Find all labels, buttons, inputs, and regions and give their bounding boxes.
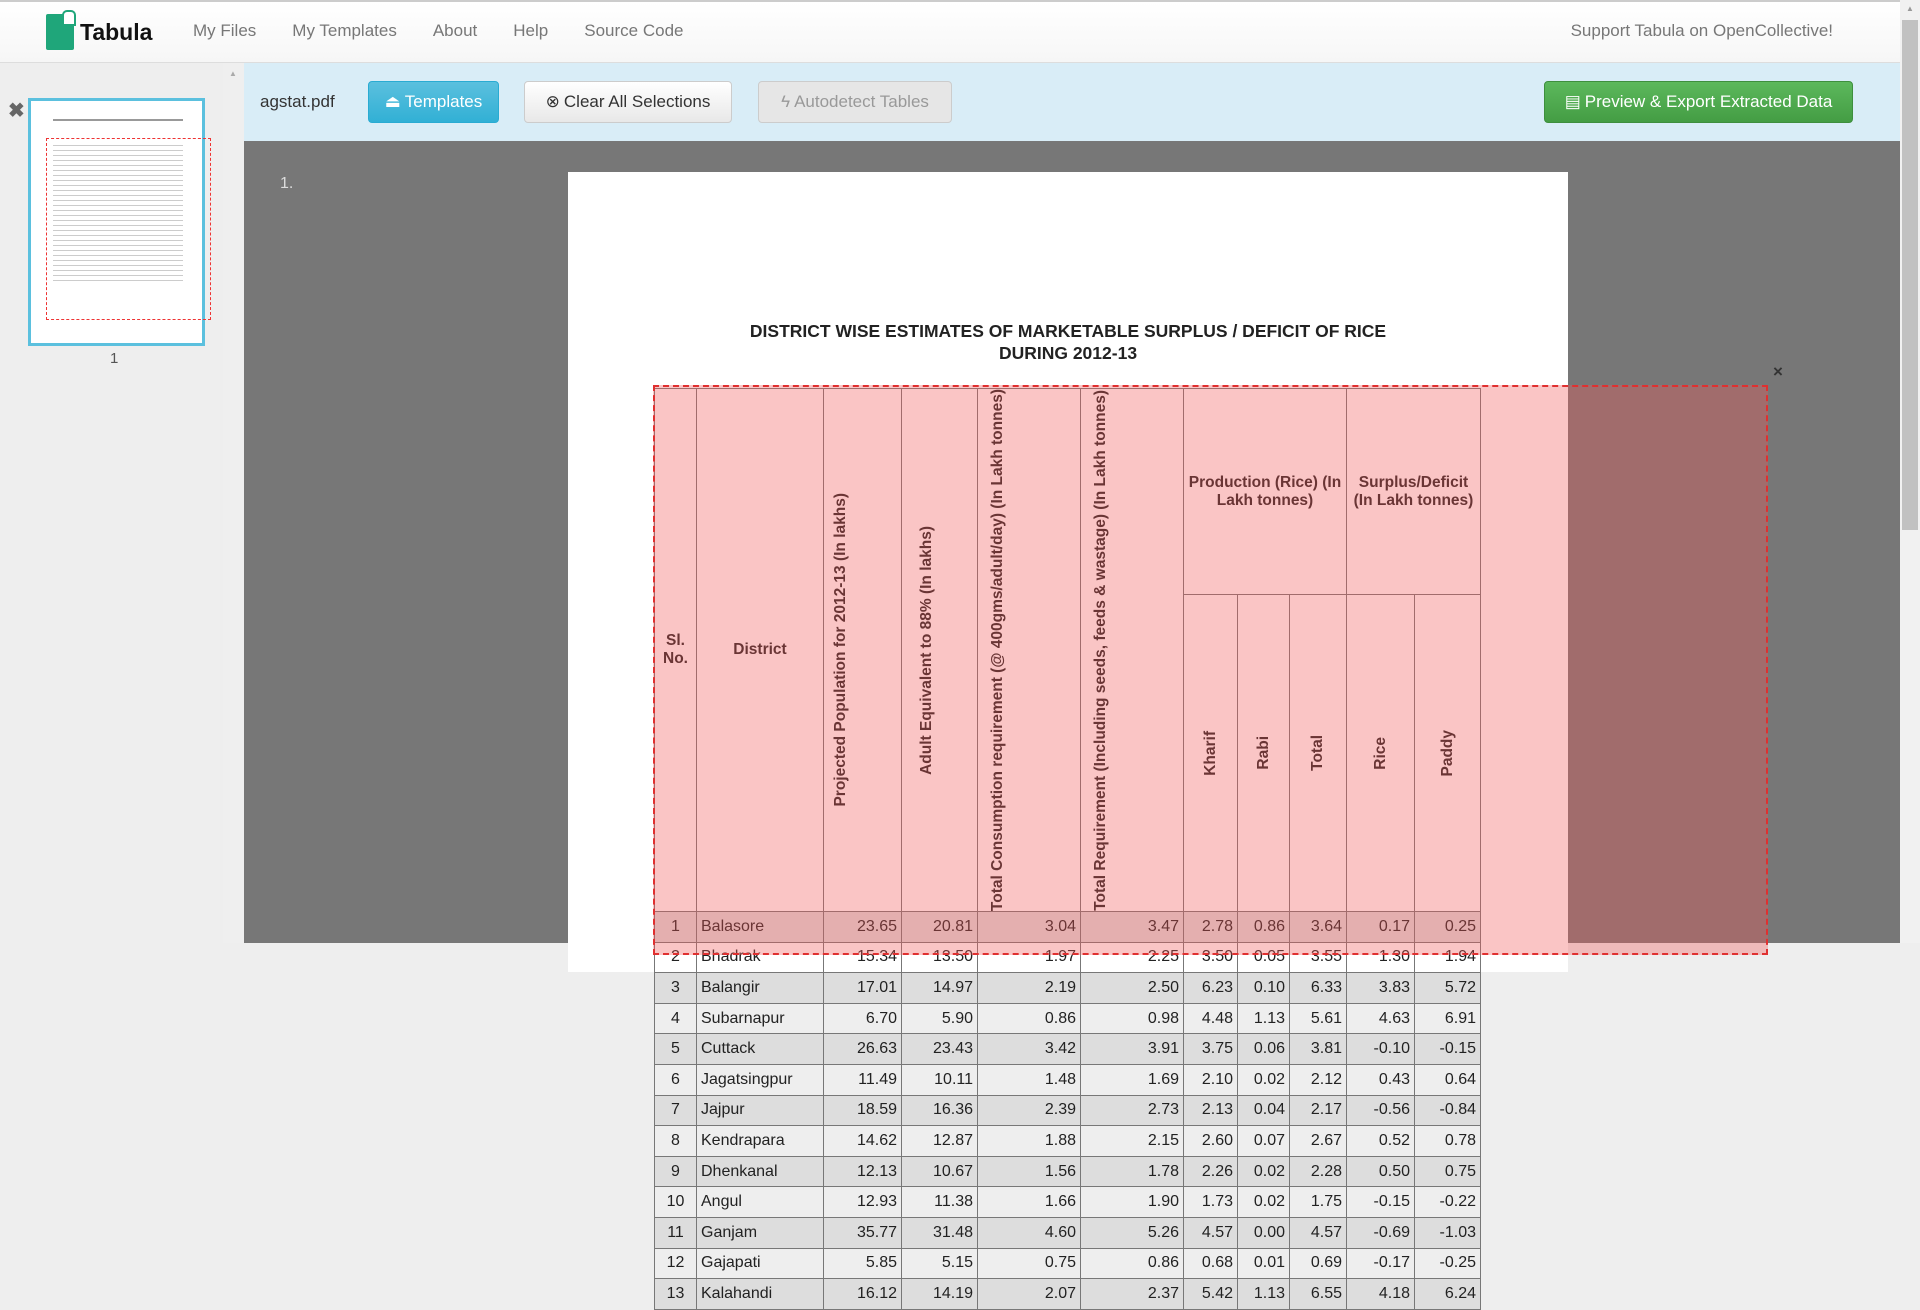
table-cell: Jagatsingpur (697, 1065, 824, 1096)
table-cell: 8 (655, 1126, 697, 1157)
autodetect-tables-button[interactable] (758, 81, 952, 123)
header-population: Projected Population for 2012-13 (In lakhs) (824, 389, 902, 912)
table-cell: 35.77 (824, 1218, 902, 1249)
header-rabi: Rabi (1238, 595, 1290, 912)
table-row (655, 1095, 1481, 1126)
document-title (568, 320, 1568, 364)
table-cell: -0.69 (1347, 1218, 1415, 1249)
table-cell: 2.12 (1290, 1065, 1347, 1096)
templates-button[interactable] (368, 81, 499, 123)
header-requirement: Total Requirement (Including seeds, feeds & wastage) (In Lakh tonnes) (1081, 389, 1184, 912)
brand[interactable] (46, 14, 152, 50)
table-cell: 1.75 (1290, 1187, 1347, 1218)
table-cell: 5.85 (824, 1248, 902, 1279)
table-cell: Ganjam (697, 1218, 824, 1249)
table-cell: 2.25 (1081, 942, 1184, 973)
table-cell: 10 (655, 1187, 697, 1218)
table-cell: 0.52 (1347, 1126, 1415, 1157)
table-cell: 0.10 (1238, 973, 1290, 1004)
table-cell: 0.86 (1081, 1248, 1184, 1279)
header-production: Production (Rice) (In Lakh tonnes) (1184, 389, 1347, 595)
table-cell: 0.50 (1347, 1156, 1415, 1187)
table-cell: 6.55 (1290, 1279, 1347, 1310)
table-row (655, 1034, 1481, 1065)
table-cell: 0.64 (1415, 1065, 1481, 1096)
table-cell: 0.05 (1238, 942, 1290, 973)
table-cell: 11 (655, 1218, 697, 1249)
autodetect-label: Autodetect Tables (794, 92, 929, 111)
table-cell: 0.43 (1347, 1065, 1415, 1096)
table-cell: 6.24 (1415, 1279, 1481, 1310)
table-cell: 5.90 (902, 1003, 978, 1034)
filename: agstat.pdf (260, 92, 335, 111)
table-cell: 12.13 (824, 1156, 902, 1187)
lightning-icon: ϟ (781, 92, 791, 111)
table-cell: -0.15 (1347, 1187, 1415, 1218)
table-cell: 3.55 (1290, 942, 1347, 973)
table-cell: Bhadrak (697, 942, 824, 973)
thumbnail-page-number: 1 (110, 350, 119, 367)
table-cell: 15.34 (824, 942, 902, 973)
table-cell: 0.78 (1415, 1126, 1481, 1157)
table-cell: 6.91 (1415, 1003, 1481, 1034)
tabula-logo-icon (46, 14, 74, 50)
table-cell: -0.56 (1347, 1095, 1415, 1126)
table-cell: 2.39 (978, 1095, 1081, 1126)
table-cell: 0.25 (1415, 912, 1481, 943)
table-cell: 0.17 (1347, 912, 1415, 943)
table-cell: 5.61 (1290, 1003, 1347, 1034)
table-cell: 3.91 (1081, 1034, 1184, 1065)
table-cell: 1.30 (1347, 942, 1415, 973)
table-cell: 4.57 (1290, 1218, 1347, 1249)
table-cell: 0.07 (1238, 1126, 1290, 1157)
nav-my-files[interactable]: My Files (193, 21, 257, 40)
table-cell: Jajpur (697, 1095, 824, 1126)
header-total: Total (1290, 595, 1347, 912)
table-cell: 1.88 (978, 1126, 1081, 1157)
table-cell: 1.94 (1415, 942, 1481, 973)
nav-source-code[interactable]: Source Code (584, 21, 684, 40)
table-cell: 1.13 (1238, 1279, 1290, 1310)
table-cell: 1.73 (1184, 1187, 1238, 1218)
table-cell: 13 (655, 1279, 697, 1310)
support-link[interactable]: Support Tabula on OpenCollective! (1570, 21, 1833, 40)
table-cell: 2.10 (1184, 1065, 1238, 1096)
table-cell: 3.04 (978, 912, 1081, 943)
table-cell: 0.06 (1238, 1034, 1290, 1065)
table-cell: 4.18 (1347, 1279, 1415, 1310)
table-cell: 1 (655, 912, 697, 943)
header-rice: Rice (1347, 595, 1415, 912)
table-row (655, 1187, 1481, 1218)
table-cell: Balangir (697, 973, 824, 1004)
table-cell: -0.15 (1415, 1034, 1481, 1065)
table-cell: -0.17 (1347, 1248, 1415, 1279)
table-cell: 26.63 (824, 1034, 902, 1065)
table-cell: 2.13 (1184, 1095, 1238, 1126)
table-cell: 1.66 (978, 1187, 1081, 1218)
table-row (655, 1126, 1481, 1157)
table-cell: 2.07 (978, 1279, 1081, 1310)
table-cell: Subarnapur (697, 1003, 824, 1034)
table-cell: 10.11 (902, 1065, 978, 1096)
remove-page-icon[interactable]: ✖ (8, 100, 25, 122)
table-cell: 12.87 (902, 1126, 978, 1157)
page-scrollbar[interactable] (1900, 0, 1920, 943)
toolbar (244, 63, 1900, 141)
table-cell: -0.84 (1415, 1095, 1481, 1126)
table-cell: 0.00 (1238, 1218, 1290, 1249)
table-cell: 3.47 (1081, 912, 1184, 943)
table-cell: 0.75 (1415, 1156, 1481, 1187)
table-cell: 2.17 (1290, 1095, 1347, 1126)
table-cell: 4 (655, 1003, 697, 1034)
table-cell: 2.78 (1184, 912, 1238, 943)
table-cell: 11.49 (824, 1065, 902, 1096)
table-cell: Cuttack (697, 1034, 824, 1065)
table-cell: Kalahandi (697, 1279, 824, 1310)
table-cell: 0.02 (1238, 1156, 1290, 1187)
table-cell: Angul (697, 1187, 824, 1218)
table-cell: 5 (655, 1034, 697, 1065)
header-district: District (697, 389, 824, 912)
header-adult: Adult Equivalent to 88% (In lakhs) (902, 389, 978, 912)
table-row (655, 1218, 1481, 1249)
table-cell: 23.43 (902, 1034, 978, 1065)
preview-export-button[interactable] (1544, 81, 1853, 123)
title-line-2: DURING 2012-13 (998, 343, 1138, 363)
table-cell: 3.83 (1347, 973, 1415, 1004)
table-cell: 5.42 (1184, 1279, 1238, 1310)
table-cell: 1.13 (1238, 1003, 1290, 1034)
clear-circle-icon: ⊗ (545, 92, 560, 111)
table-cell: 3 (655, 973, 697, 1004)
table-row (655, 1279, 1481, 1310)
table-cell: -0.22 (1415, 1187, 1481, 1218)
nav-my-templates[interactable]: My Templates (292, 21, 397, 40)
clear-label: Clear All Selections (563, 92, 711, 111)
table-cell: 2.67 (1290, 1126, 1347, 1157)
table-cell: 2.26 (1184, 1156, 1238, 1187)
table-cell: 16.12 (824, 1279, 902, 1310)
table-cell: 9 (655, 1156, 697, 1187)
table-cell: Dhenkanal (697, 1156, 824, 1187)
table-cell: 0.01 (1238, 1248, 1290, 1279)
table-cell: 4.57 (1184, 1218, 1238, 1249)
table-cell: 1.69 (1081, 1065, 1184, 1096)
table-cell: 1.78 (1081, 1156, 1184, 1187)
header-paddy: Paddy (1415, 595, 1481, 912)
table-cell: 12 (655, 1248, 697, 1279)
table-cell: 0.86 (978, 1003, 1081, 1034)
table-cell: 14.62 (824, 1126, 902, 1157)
table-cell: 2.73 (1081, 1095, 1184, 1126)
table-row (655, 973, 1481, 1004)
table-cell: 5.72 (1415, 973, 1481, 1004)
table-cell: 3.42 (978, 1034, 1081, 1065)
table-cell: -0.25 (1415, 1248, 1481, 1279)
table-cell: 4.63 (1347, 1003, 1415, 1034)
table-row (655, 1003, 1481, 1034)
table-cell: 31.48 (902, 1218, 978, 1249)
table-cell: 5.15 (902, 1248, 978, 1279)
nav-help[interactable]: Help (513, 21, 549, 40)
header-surplus: Surplus/Deficit (In Lakh tonnes) (1347, 389, 1481, 595)
sidebar-scrollbar[interactable] (223, 63, 244, 943)
table-cell: 14.19 (902, 1279, 978, 1310)
table-cell: Kendrapara (697, 1126, 824, 1157)
table-cell: 11.38 (902, 1187, 978, 1218)
brand-name: Tabula (80, 18, 153, 45)
table-cell: 0.68 (1184, 1248, 1238, 1279)
table-cell: 4.60 (978, 1218, 1081, 1249)
table-cell: 0.02 (1238, 1187, 1290, 1218)
table-cell: 3.50 (1184, 942, 1238, 973)
templates-icon: ⏏ (384, 92, 401, 111)
table-cell: -1.03 (1415, 1218, 1481, 1249)
table-cell: 16.36 (902, 1095, 978, 1126)
page-label: 1. (280, 175, 294, 192)
clear-all-selections-button[interactable] (524, 81, 732, 123)
table-row (655, 1065, 1481, 1096)
title-line-1: DISTRICT WISE ESTIMATES OF MARKETABLE SURPLUS / DEFICIT OF RICE (749, 321, 1387, 341)
table-cell: 3.75 (1184, 1034, 1238, 1065)
nav-about[interactable]: About (432, 21, 478, 40)
table-cell: 1.56 (978, 1156, 1081, 1187)
table-cell: 4.48 (1184, 1003, 1238, 1034)
header-consumption: Total Consumption requirement (@ 400gms/adult/day) (In Lakh tonnes) (978, 389, 1081, 912)
table-cell: -0.10 (1347, 1034, 1415, 1065)
table-cell: 17.01 (824, 973, 902, 1004)
table-cell: 1.90 (1081, 1187, 1184, 1218)
table-cell: 6.23 (1184, 973, 1238, 1004)
table-cell: 6.33 (1290, 973, 1347, 1004)
navbar (0, 0, 1900, 63)
table-cell: Gajapati (697, 1248, 824, 1279)
table-cell: 0.98 (1081, 1003, 1184, 1034)
table-cell: 6 (655, 1065, 697, 1096)
table-cell: 3.81 (1290, 1034, 1347, 1065)
table-selection-area[interactable] (653, 385, 1768, 955)
table-cell: 18.59 (824, 1095, 902, 1126)
table-cell: 2.19 (978, 973, 1081, 1004)
table-cell: 0.02 (1238, 1065, 1290, 1096)
list-icon: ▤ (1564, 92, 1581, 111)
table-cell: 20.81 (902, 912, 978, 943)
table-cell: 0.69 (1290, 1248, 1347, 1279)
table-row (655, 1248, 1481, 1279)
table-cell: 2 (655, 942, 697, 973)
table-row (655, 1156, 1481, 1187)
table-cell: 3.64 (1290, 912, 1347, 943)
table-cell: 2.50 (1081, 973, 1184, 1004)
table-cell: 14.97 (902, 973, 978, 1004)
table-cell: 2.37 (1081, 1279, 1184, 1310)
table-cell: 10.67 (902, 1156, 978, 1187)
close-selection-icon[interactable]: × (1773, 362, 1783, 381)
header-kharif: Kharif (1184, 595, 1238, 912)
table-cell: 5.26 (1081, 1218, 1184, 1249)
export-label: Preview & Export Extracted Data (1584, 92, 1833, 111)
table-cell: 13.50 (902, 942, 978, 973)
table-cell: 7 (655, 1095, 697, 1126)
header-slno: Sl. No. (655, 389, 697, 912)
table-cell: 0.86 (1238, 912, 1290, 943)
table-cell: Balasore (697, 912, 824, 943)
templates-label: Templates (404, 92, 483, 111)
table-cell: 6.70 (824, 1003, 902, 1034)
table-cell: 1.97 (978, 942, 1081, 973)
page-thumbnail[interactable] (28, 98, 205, 346)
table-cell: 0.04 (1238, 1095, 1290, 1126)
table-cell: 0.75 (978, 1248, 1081, 1279)
scrollbar-thumb[interactable] (1902, 20, 1918, 530)
table-cell: 23.65 (824, 912, 902, 943)
table-cell: 2.28 (1290, 1156, 1347, 1187)
table-cell: 2.15 (1081, 1126, 1184, 1157)
table-cell: 2.60 (1184, 1126, 1238, 1157)
table-cell: 12.93 (824, 1187, 902, 1218)
table-cell: 1.48 (978, 1065, 1081, 1096)
